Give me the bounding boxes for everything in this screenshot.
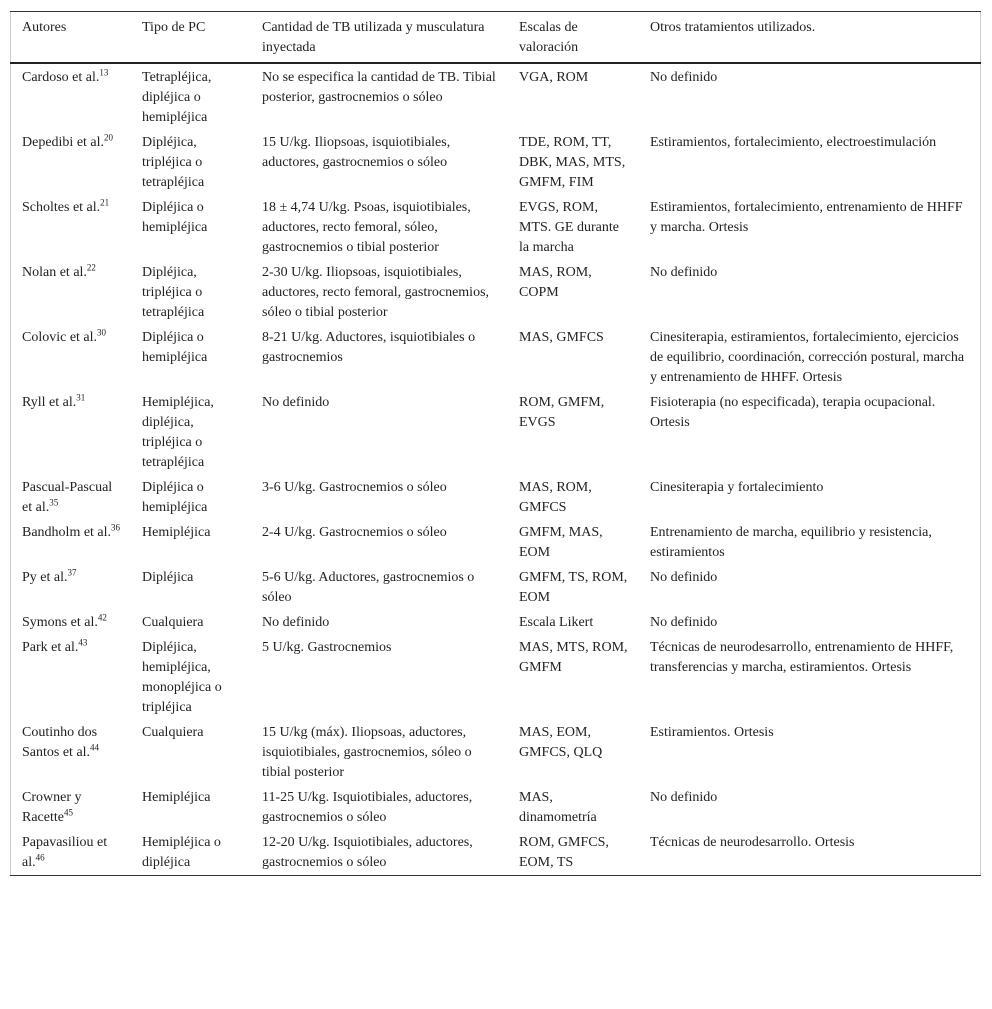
cantidad-cell xyxy=(251,260,508,325)
otros-cell-text: Cinesiterapia y fortalecimiento xyxy=(650,480,824,495)
tipo-pc-cell-text: Hemipléjica, dipléjica, tripléjica o tetrapléjica xyxy=(142,395,214,470)
escalas-cell xyxy=(508,260,639,325)
escalas-cell-text: MAS, EOM, GMFCS, QLQ xyxy=(519,725,603,760)
otros-cell xyxy=(639,475,981,520)
reference-number: 45 xyxy=(63,807,73,818)
tipo-pc-cell-text: Dipléjica, tripléjica o tetrapléjica xyxy=(142,135,205,190)
author-cell-text: Bandholm et al. xyxy=(22,525,112,540)
escalas-cell xyxy=(508,390,639,475)
cantidad-cell xyxy=(251,390,508,475)
otros-cell-text: Fisioterapia (no especificada), terapia ocupacional. Ortesis xyxy=(650,395,936,430)
tipo-pc-cell xyxy=(131,635,251,720)
cantidad-cell-text: 2-4 U/kg. Gastrocnemios o sóleo xyxy=(262,525,447,540)
escalas-cell-text: GMFM, TS, ROM, EOM xyxy=(519,570,628,605)
table-row xyxy=(11,390,981,475)
escalas-cell xyxy=(508,195,639,260)
author-cell xyxy=(11,830,132,876)
escalas-cell xyxy=(508,475,639,520)
otros-cell xyxy=(639,260,981,325)
author-cell-text: Nolan et al. xyxy=(22,265,87,280)
tipo-pc-cell xyxy=(131,565,251,610)
reference-number: 35 xyxy=(49,497,59,508)
escalas-cell xyxy=(508,635,639,720)
escalas-cell-text: MAS, dinamometría xyxy=(519,790,597,825)
author-cell-text: Pascual-Pascual et al. xyxy=(22,480,113,515)
author-cell-text: Symons et al. xyxy=(22,615,98,630)
reference-number: 37 xyxy=(67,567,77,578)
tipo-pc-cell-text: Dipléjica o hemipléjica xyxy=(142,200,208,235)
otros-cell-text: No definido xyxy=(650,70,718,85)
author-cell-text: Ryll et al. xyxy=(22,395,77,410)
cantidad-cell xyxy=(251,130,508,195)
escalas-cell-text: GMFM, MAS, EOM xyxy=(519,525,603,560)
otros-cell xyxy=(639,390,981,475)
cantidad-cell-text: 8-21 U/kg. Aductores, isquiotibiales o gastrocnemios xyxy=(262,330,476,365)
otros-cell-text: Cinesiterapia, estiramientos, fortalecimiento, ejercicios de equilibrio, coordinación, corrección postural, marcha y entrenamiento de HHFF. Ortesis xyxy=(650,330,965,385)
author-cell xyxy=(11,195,132,260)
otros-cell xyxy=(639,720,981,785)
reference-number: 46 xyxy=(35,852,45,863)
author-cell-text: Papavasiliou et al. xyxy=(22,835,108,870)
otros-cell-text: Estiramientos, fortalecimiento, entrenamiento de HHFF y marcha. Ortesis xyxy=(650,200,963,235)
cantidad-cell-text: 11-25 U/kg. Isquiotibiales, aductores, gastrocnemios o sóleo xyxy=(262,790,473,825)
table-row xyxy=(11,635,981,720)
otros-cell xyxy=(639,785,981,830)
otros-cell-text: Técnicas de neurodesarrollo, entrenamiento de HHFF, transferencias y marcha, estiramientos. Ortesis xyxy=(650,640,954,675)
otros-cell xyxy=(639,565,981,610)
header-otros: Otros tratamientos utilizados. xyxy=(650,20,816,35)
otros-cell xyxy=(639,830,981,876)
otros-cell xyxy=(639,635,981,720)
reference-number: 21 xyxy=(100,197,110,208)
tipo-pc-cell xyxy=(131,610,251,635)
escalas-cell-text: EVGS, ROM, MTS. GE durante la marcha xyxy=(519,200,619,255)
table-row xyxy=(11,130,981,195)
tipo-pc-cell-text: Hemipléjica xyxy=(142,790,211,805)
escalas-cell xyxy=(508,130,639,195)
table-row xyxy=(11,260,981,325)
escalas-cell xyxy=(508,63,639,130)
reference-number: 20 xyxy=(104,132,114,143)
otros-cell xyxy=(639,195,981,260)
author-cell-text: Coutinho dos Santos et al. xyxy=(22,725,98,760)
escalas-cell xyxy=(508,520,639,565)
otros-cell xyxy=(639,63,981,130)
reference-number: 22 xyxy=(86,262,96,273)
tipo-pc-cell-text: Hemipléjica xyxy=(142,525,211,540)
table-row xyxy=(11,565,981,610)
escalas-cell xyxy=(508,325,639,390)
author-cell-text: Colovic et al. xyxy=(22,330,98,345)
escalas-cell-text: MAS, GMFCS xyxy=(519,330,604,345)
tipo-pc-cell-text: Dipléjica, tripléjica o tetrapléjica xyxy=(142,265,205,320)
tipo-pc-cell-text: Cualquiera xyxy=(142,725,204,740)
cantidad-cell xyxy=(251,635,508,720)
otros-cell-text: Entrenamiento de marcha, equilibrio y resistencia, estiramientos xyxy=(650,525,932,560)
author-cell xyxy=(11,63,132,130)
tipo-pc-cell xyxy=(131,195,251,260)
otros-cell-text: Técnicas de neurodesarrollo. Ortesis xyxy=(650,835,855,850)
escalas-cell-text: MAS, ROM, COPM xyxy=(519,265,592,300)
table-row xyxy=(11,520,981,565)
author-cell-text: Cardoso et al. xyxy=(22,70,100,85)
escalas-cell-text: Escala Likert xyxy=(519,615,594,630)
cantidad-cell-text: 15 U/kg. Iliopsoas, isquiotibiales, aductores, gastrocnemios o sóleo xyxy=(262,135,451,170)
otros-cell xyxy=(639,325,981,390)
tipo-pc-cell xyxy=(131,830,251,876)
header-cantidad: Cantidad de TB utilizada y musculatura inyectada xyxy=(262,20,485,55)
reference-number: 31 xyxy=(76,392,86,403)
escalas-cell xyxy=(508,785,639,830)
cantidad-cell xyxy=(251,325,508,390)
tipo-pc-cell-text: Hemipléjica o dipléjica xyxy=(142,835,221,870)
cantidad-cell-text: No se especifica la cantidad de TB. Tibial posterior, gastrocnemios o sóleo xyxy=(262,70,496,105)
escalas-cell-text: VGA, ROM xyxy=(519,70,589,85)
author-cell-text: Py et al. xyxy=(22,570,68,585)
cantidad-cell xyxy=(251,610,508,635)
cantidad-cell xyxy=(251,720,508,785)
escalas-cell-text: TDE, ROM, TT, DBK, MAS, MTS, GMFM, FIM xyxy=(519,135,626,190)
tipo-pc-cell-text: Tetrapléjica, dipléjica o hemipléjica xyxy=(142,70,212,125)
cantidad-cell-text: 5 U/kg. Gastrocnemios xyxy=(262,640,392,655)
tipo-pc-cell-text: Dipléjica o hemipléjica xyxy=(142,330,208,365)
cantidad-cell xyxy=(251,63,508,130)
author-cell xyxy=(11,785,132,830)
tipo-pc-cell xyxy=(131,785,251,830)
tipo-pc-cell-text: Dipléjica, hemipléjica, monopléjica o tripléjica xyxy=(142,640,222,715)
tipo-pc-cell xyxy=(131,520,251,565)
author-cell xyxy=(11,635,132,720)
cantidad-cell-text: 18 ± 4,74 U/kg. Psoas, isquiotibiales, aductores, recto femoral, sóleo, gastrocnemios o tibial posterior xyxy=(262,200,471,255)
otros-cell-text: No definido xyxy=(650,265,718,280)
header-tipo-pc: Tipo de PC xyxy=(142,20,206,35)
otros-cell xyxy=(639,610,981,635)
author-cell xyxy=(11,130,132,195)
reference-number: 13 xyxy=(99,67,109,78)
author-cell xyxy=(11,720,132,785)
header-escalas: Escalas de valoración xyxy=(519,20,579,55)
table-row xyxy=(11,195,981,260)
escalas-cell xyxy=(508,610,639,635)
table-row xyxy=(11,63,981,130)
table-row xyxy=(11,475,981,520)
author-cell-text: Park et al. xyxy=(22,640,79,655)
author-cell xyxy=(11,520,132,565)
tipo-pc-cell-text: Dipléjica xyxy=(142,570,194,585)
tipo-pc-cell xyxy=(131,475,251,520)
author-cell xyxy=(11,610,132,635)
cantidad-cell xyxy=(251,785,508,830)
tipo-pc-cell xyxy=(131,260,251,325)
tipo-pc-cell xyxy=(131,325,251,390)
otros-cell xyxy=(639,520,981,565)
author-cell xyxy=(11,390,132,475)
author-cell-text: Depedibi et al. xyxy=(22,135,105,150)
reference-number: 36 xyxy=(111,522,121,533)
table-row xyxy=(11,610,981,635)
header-row xyxy=(11,12,981,64)
cantidad-cell xyxy=(251,830,508,876)
cantidad-cell xyxy=(251,475,508,520)
tipo-pc-cell-text: Cualquiera xyxy=(142,615,204,630)
otros-cell-text: No definido xyxy=(650,570,718,585)
cantidad-cell-text: 15 U/kg (máx). Iliopsoas, aductores, isquiotibiales, gastrocnemios, sóleo o tibial posterior xyxy=(262,725,472,780)
table-row xyxy=(11,830,981,876)
cantidad-cell-text: 5-6 U/kg. Aductores, gastrocnemios o sóleo xyxy=(262,570,475,605)
cantidad-cell-text: No definido xyxy=(262,395,330,410)
otros-cell-text: Estiramientos. Ortesis xyxy=(650,725,774,740)
author-cell xyxy=(11,475,132,520)
table-row xyxy=(11,325,981,390)
cantidad-cell-text: No definido xyxy=(262,615,330,630)
author-cell xyxy=(11,565,132,610)
otros-cell-text: Estiramientos, fortalecimiento, electroestimulación xyxy=(650,135,937,150)
header-autores: Autores xyxy=(22,20,67,35)
tipo-pc-cell-text: Dipléjica o hemipléjica xyxy=(142,480,208,515)
otros-cell xyxy=(639,130,981,195)
tipo-pc-cell xyxy=(131,63,251,130)
escalas-cell xyxy=(508,565,639,610)
author-cell-text: Scholtes et al. xyxy=(22,200,101,215)
cantidad-cell-text: 3-6 U/kg. Gastrocnemios o sóleo xyxy=(262,480,447,495)
escalas-cell-text: MAS, ROM, GMFCS xyxy=(519,480,592,515)
tipo-pc-cell xyxy=(131,130,251,195)
reference-number: 42 xyxy=(97,612,107,623)
cantidad-cell xyxy=(251,520,508,565)
cantidad-cell-text: 12-20 U/kg. Isquiotibiales, aductores, gastrocnemios o sóleo xyxy=(262,835,473,870)
treatment-table xyxy=(10,11,981,876)
table-row xyxy=(11,720,981,785)
cantidad-cell xyxy=(251,195,508,260)
author-cell xyxy=(11,325,132,390)
escalas-cell-text: ROM, GMFCS, EOM, TS xyxy=(519,835,609,870)
reference-number: 44 xyxy=(90,742,100,753)
tipo-pc-cell xyxy=(131,390,251,475)
author-cell xyxy=(11,260,132,325)
otros-cell-text: No definido xyxy=(650,615,718,630)
escalas-cell xyxy=(508,830,639,876)
cantidad-cell-text: 2-30 U/kg. Iliopsoas, isquiotibiales, aductores, recto femoral, gastrocnemios, sóleo o tibial posterior xyxy=(262,265,490,320)
escalas-cell xyxy=(508,720,639,785)
reference-number: 43 xyxy=(78,637,88,648)
escalas-cell-text: MAS, MTS, ROM, GMFM xyxy=(519,640,628,675)
reference-number: 30 xyxy=(97,327,107,338)
table-row xyxy=(11,785,981,830)
otros-cell-text: No definido xyxy=(650,790,718,805)
escalas-cell-text: ROM, GMFM, EVGS xyxy=(519,395,605,430)
tipo-pc-cell xyxy=(131,720,251,785)
author-cell-text: Crowner y Racette xyxy=(22,790,82,825)
cantidad-cell xyxy=(251,565,508,610)
